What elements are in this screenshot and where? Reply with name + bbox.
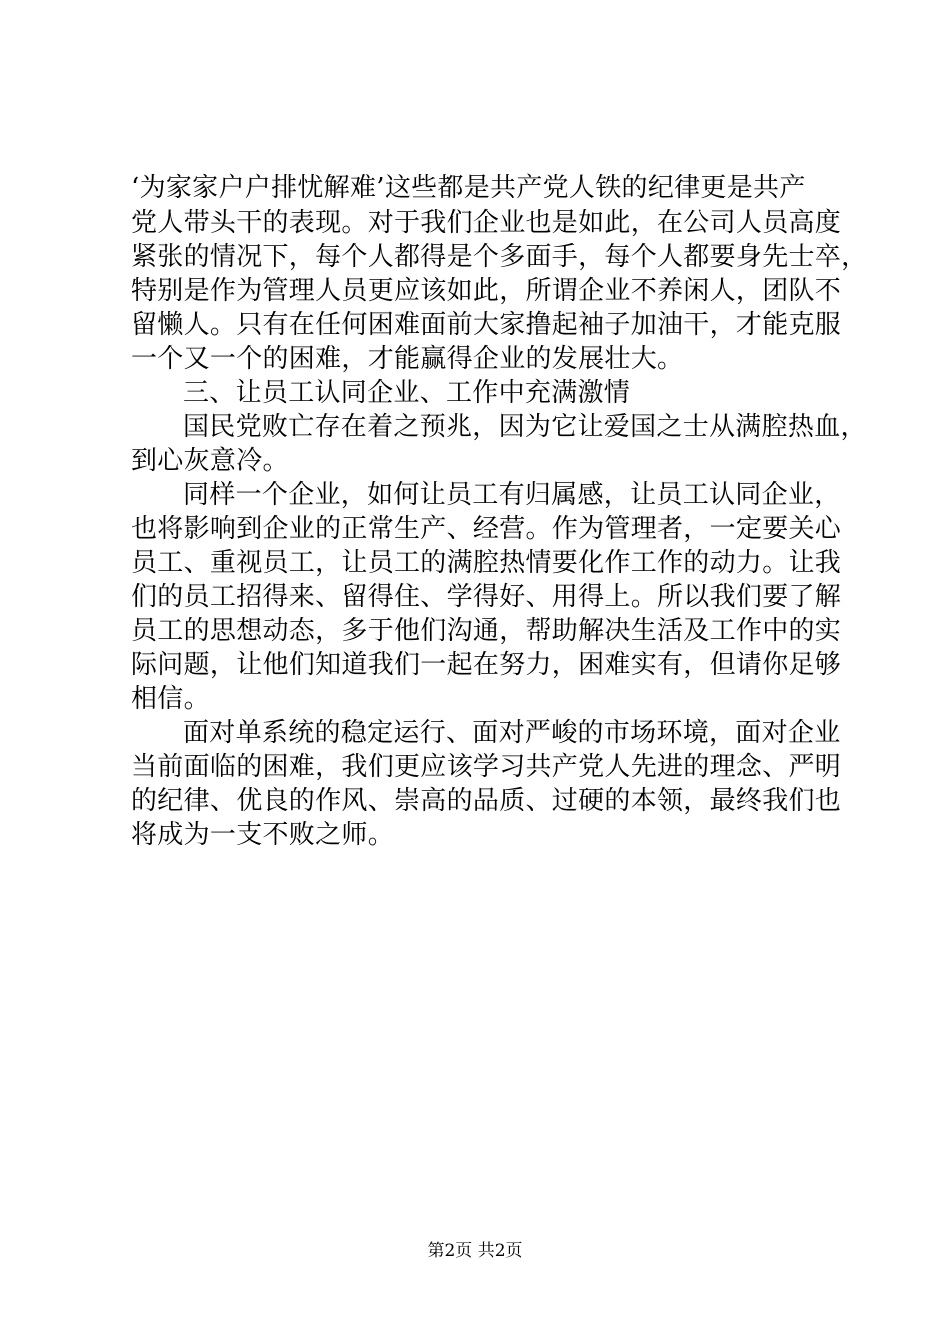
- page-footer: 第2页 共2页: [427, 1241, 523, 1261]
- paragraph-line: ‘为家家户户排忧解难’这些都是共产党人铁的纪律更是共产: [131, 173, 806, 203]
- paragraph-line: 当前面临的困难，我们更应该学习共产党人先进的理念、严明: [131, 752, 842, 782]
- paragraph-line: 也将影响到企业的正常生产、经营。作为管理者，一定要关心: [131, 514, 842, 544]
- paragraph-line: 紧张的情况下，每个人都得是个多面手，每个人都要身先士卒，: [131, 242, 868, 272]
- paragraph-line: 特别是作为管理人员更应该如此，所谓企业不养闲人，团队不: [131, 276, 842, 306]
- paragraph-line: 面对单系统的稳定运行、面对严峻的市场环境，面对企业: [183, 718, 841, 748]
- paragraph-line: 员工、重视员工，让员工的满腔热情要化作工作的动力。让我: [131, 548, 842, 578]
- section-heading: 三、让员工认同企业、工作中充满激情: [183, 378, 631, 408]
- paragraph-line: 留懒人。只有在任何困难面前大家撸起袖子加油干，才能克服: [131, 310, 842, 340]
- paragraph-line: 相信。: [131, 684, 210, 714]
- paragraph-line: 国民党败亡存在着之预兆，因为它让爱国之士从满腔热血，: [183, 412, 867, 442]
- paragraph-line: 同样一个企业，如何让员工有归属感，让员工认同企业，: [183, 480, 841, 510]
- paragraph-line: 的纪律、优良的作风、崇高的品质、过硬的本领，最终我们也: [131, 786, 842, 816]
- paragraph-line: 们的员工招得来、留得住、学得好、用得上。所以我们要了解: [131, 582, 842, 612]
- paragraph-line: 将成为一支不败之师。: [131, 820, 395, 850]
- paragraph-line: 员工的思想动态，多于他们沟通，帮助解决生活及工作中的实: [131, 616, 842, 646]
- paragraph-line: 党人带头干的表现。对于我们企业也是如此，在公司人员高度: [131, 208, 842, 238]
- paragraph-line: 到心灰意冷。: [131, 446, 289, 476]
- paragraph-line: 际问题，让他们知道我们一起在努力，困难实有，但请你足够: [131, 650, 842, 680]
- paragraph-line: 一个又一个的困难，才能赢得企业的发展壮大。: [131, 344, 684, 374]
